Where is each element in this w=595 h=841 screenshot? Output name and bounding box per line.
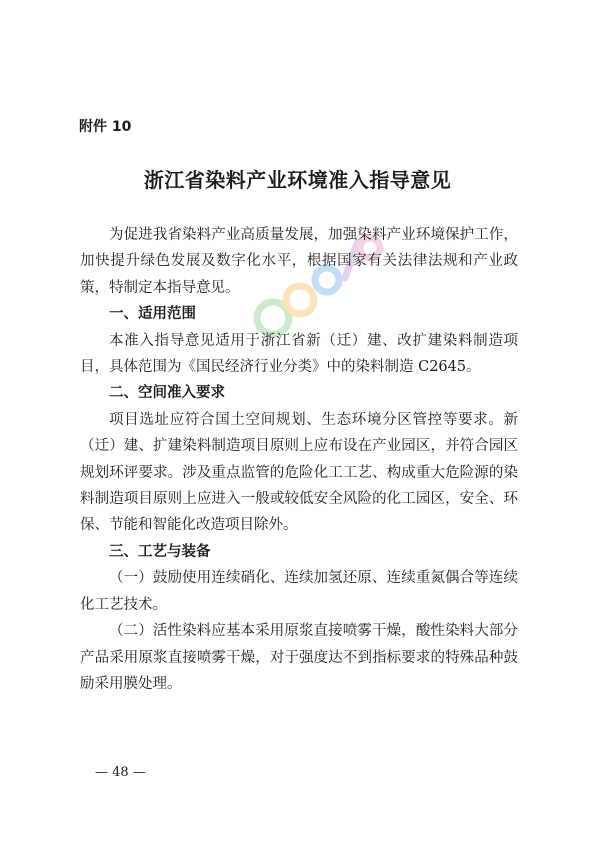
process-paragraph-2: （二）活性染料应基本采用原浆直接喷雾干燥，酸性染料大部分产品采用原浆直接喷雾干燥，对于强度达不到指标要求的特殊品种鼓励采用膜处理。 [80, 623, 518, 692]
spatial-paragraph: 项目选址应符合国土空间规划、生态环境分区管控等要求。新（迁）建、扩建染料制造项目原则上应布设在产业园区，并符合园区规划环评要求。涉及重点监管的危险化工工艺、构成重大危险源的染料制造项目原则上应进入一般或较低安全风险的化工园区，安全、环保、节能和智能化改造项目除外。 [80, 411, 518, 534]
scope-paragraph: 本准入指导意见适用于浙江省新（迁）建、改扩建染料制造项目，具体范围为《国民经济行业分类》中的染料制造 C2645。 [80, 332, 518, 376]
intro-paragraph: 为促进我省染料产业高质量发展，加强染料产业环境保护工作，加快提升绿色发展及数字化水平，根据国家有关法律法规和产业政策，特制定本指导意见。 [80, 227, 518, 296]
section-heading-spatial: 二、空间准入要求 [109, 385, 225, 402]
document-title: 浙江省染料产业环境准入指导意见 [143, 168, 452, 192]
document-body [80, 222, 518, 697]
page-number: — 48 — [95, 765, 146, 780]
section-heading-scope: 一、适用范围 [109, 306, 196, 323]
process-paragraph-1: （一）鼓励使用连续硝化、连续加氢还原、连续重氮偶合等连续化工艺技术。 [80, 570, 518, 613]
section-heading-process: 三、工艺与装备 [109, 543, 211, 560]
attachment-label: 附件 10 [79, 119, 132, 135]
